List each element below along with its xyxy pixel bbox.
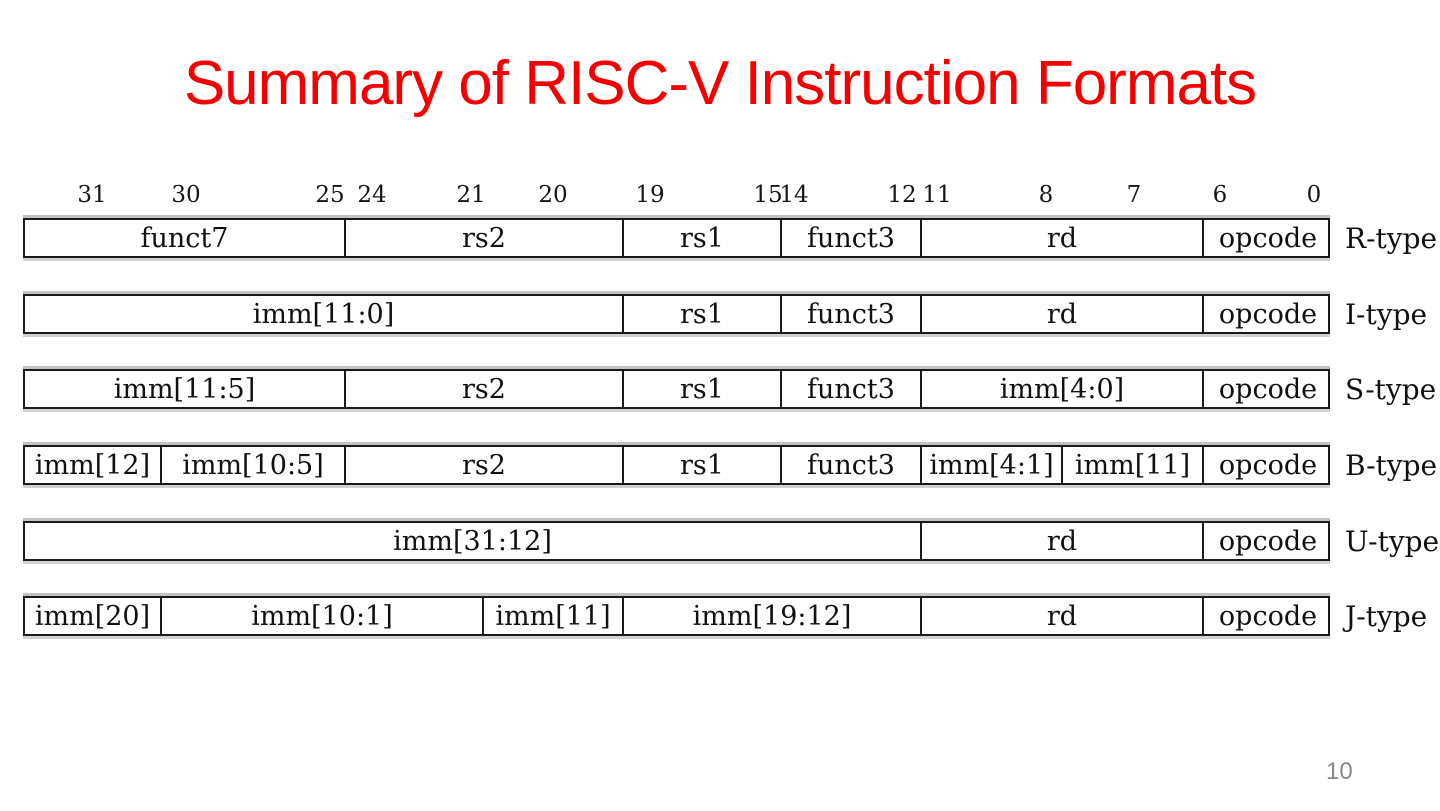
field-i-type-funct3: funct3 — [782, 296, 922, 332]
field-b-type-imm105: imm[10:5] — [162, 447, 346, 483]
field-j-type-rd: rd — [922, 598, 1204, 634]
field-u-type-imm3112: imm[31:12] — [25, 523, 922, 559]
bit-number-31: 31 — [77, 182, 107, 208]
field-b-type-rs1: rs1 — [624, 447, 782, 483]
bit-number-30: 30 — [171, 182, 201, 208]
bit-number-25: 25 — [315, 182, 345, 208]
field-j-type-imm11: imm[11] — [484, 598, 624, 634]
format-label-r-type: R-type — [1345, 221, 1438, 255]
format-label-s-type: S-type — [1345, 372, 1437, 406]
field-u-type-rd: rd — [922, 523, 1204, 559]
field-j-type-imm1912: imm[19:12] — [624, 598, 922, 634]
bit-number-7: 7 — [1126, 182, 1142, 208]
field-b-type-imm11: imm[11] — [1063, 447, 1204, 483]
bit-number-11: 11 — [922, 182, 952, 208]
field-j-type-imm20: imm[20] — [25, 598, 162, 634]
format-row-u-type — [23, 521, 1330, 561]
field-b-type-funct3: funct3 — [782, 447, 922, 483]
format-label-u-type: U-type — [1345, 524, 1440, 558]
format-row-s-type — [23, 369, 1330, 409]
page-number: 10 — [1326, 758, 1353, 785]
field-i-type-opcode: opcode — [1218, 298, 1318, 330]
field-r-type-rs1: rs1 — [624, 220, 782, 256]
field-j-type-opcode: opcode — [1218, 600, 1318, 632]
field-s-type-imm40: imm[4:0] — [922, 371, 1204, 407]
field-s-type-rs2: rs2 — [346, 371, 624, 407]
bit-number-19: 19 — [635, 182, 665, 208]
format-row-b-type — [23, 445, 1330, 485]
field-i-type-imm110: imm[11:0] — [25, 296, 624, 332]
field-b-type-imm41: imm[4:1] — [922, 447, 1063, 483]
field-s-type-rs1: rs1 — [624, 371, 782, 407]
field-b-type-imm12: imm[12] — [25, 447, 162, 483]
bit-number-21: 21 — [456, 182, 486, 208]
bit-number-6: 6 — [1212, 182, 1228, 208]
bit-number-12: 12 — [887, 182, 917, 208]
format-label-j-type: J-type — [1345, 599, 1428, 633]
bit-number-14: 14 — [779, 182, 809, 208]
field-r-type-funct7: funct7 — [25, 220, 346, 256]
field-u-type-opcode: opcode — [1218, 525, 1318, 557]
field-r-type-opcode: opcode — [1218, 222, 1318, 254]
field-i-type-rd: rd — [922, 296, 1204, 332]
bit-number-0: 0 — [1306, 182, 1322, 208]
format-row-r-type — [23, 218, 1330, 258]
bit-number-24: 24 — [357, 182, 387, 208]
field-s-type-funct3: funct3 — [782, 371, 922, 407]
format-label-b-type: B-type — [1345, 448, 1438, 482]
field-r-type-rd: rd — [922, 220, 1204, 256]
field-r-type-rs2: rs2 — [346, 220, 624, 256]
field-b-type-opcode: opcode — [1218, 449, 1318, 481]
bit-number-20: 20 — [538, 182, 568, 208]
field-s-type-opcode: opcode — [1218, 373, 1318, 405]
bit-number-8: 8 — [1038, 182, 1054, 208]
field-s-type-imm115: imm[11:5] — [25, 371, 346, 407]
field-r-type-funct3: funct3 — [782, 220, 922, 256]
field-i-type-rs1: rs1 — [624, 296, 782, 332]
slide-title: Summary of RISC-V Instruction Formats — [183, 49, 1257, 118]
format-label-i-type: I-type — [1345, 297, 1428, 331]
bit-number-15: 15 — [753, 182, 783, 208]
field-j-type-imm101: imm[10:1] — [162, 598, 484, 634]
field-b-type-rs2: rs2 — [346, 447, 624, 483]
format-row-i-type — [23, 294, 1330, 334]
format-row-j-type — [23, 596, 1330, 636]
